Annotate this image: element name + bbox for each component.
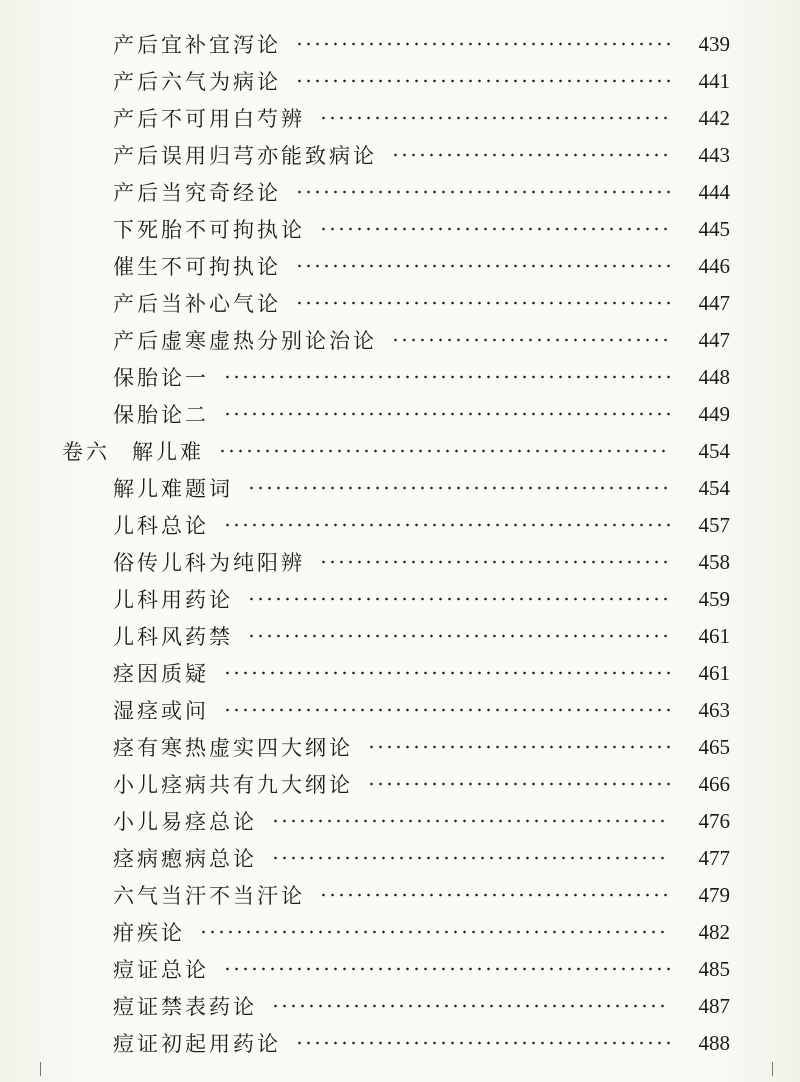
dot-leader	[271, 856, 670, 860]
dot-leader	[271, 1004, 670, 1008]
toc-entry	[113, 211, 730, 247]
toc-entry	[113, 322, 730, 358]
toc-entry-page: 439	[698, 31, 730, 56]
dot-leader	[223, 708, 670, 712]
toc-entry-title: 小儿痉病共有九大纲论	[113, 773, 353, 797]
dot-leader	[295, 301, 670, 305]
toc-entry-title: 小儿易痉总论	[113, 810, 257, 834]
toc-entry	[113, 803, 730, 839]
toc-entry-page: 476	[698, 808, 730, 833]
toc-entry-page: 459	[698, 586, 730, 611]
toc-entry-title: 痉有寒热虚实四大纲论	[113, 736, 353, 760]
toc-entry	[113, 26, 730, 62]
toc-entry-page: 457	[698, 512, 730, 537]
dot-leader	[367, 745, 670, 749]
toc-entry	[113, 766, 730, 802]
toc-entry	[113, 174, 730, 210]
toc-entry-page: 445	[698, 216, 730, 241]
toc-entry-title: 俗传儿科为纯阳辨	[113, 551, 305, 575]
dot-leader	[295, 190, 670, 194]
toc-entry-page: 465	[698, 734, 730, 759]
dot-leader	[223, 523, 670, 527]
crop-mark	[40, 1062, 41, 1076]
toc-entry-title: 儿科总论	[113, 514, 209, 538]
toc-entry-title: 产后不可用白芍辨	[113, 107, 305, 131]
toc-entry-title: 痘证初起用药论	[113, 1032, 281, 1056]
toc-entry-page: 485	[698, 956, 730, 981]
toc-entry-page: 444	[698, 179, 730, 204]
toc-entry-title: 保胎论二	[113, 403, 209, 427]
toc-entry	[113, 507, 730, 543]
toc-entry	[113, 100, 730, 136]
dot-leader	[247, 486, 670, 490]
toc-entry	[113, 877, 730, 913]
dot-leader	[319, 560, 670, 564]
toc-entry	[113, 63, 730, 99]
toc-entry-title: 痉因质疑	[113, 662, 209, 686]
toc-entry-title: 催生不可拘执论	[113, 255, 281, 279]
toc-entry	[113, 840, 730, 876]
toc-entry-page: 448	[698, 364, 730, 389]
toc-entry	[113, 988, 730, 1024]
toc-entry	[113, 581, 730, 617]
toc-entry-page: 466	[698, 771, 730, 796]
toc-entry	[113, 544, 730, 580]
toc-entry	[113, 285, 730, 321]
toc-entry-page: 442	[698, 105, 730, 130]
toc-entry	[113, 914, 730, 950]
toc-entry	[113, 951, 730, 987]
toc-entry-title: 儿科风药禁	[113, 625, 233, 649]
toc-entry	[113, 470, 730, 506]
toc-entry-page: 461	[698, 623, 730, 648]
toc-entry-page: 441	[698, 68, 730, 93]
dot-leader	[319, 227, 670, 231]
toc-entry-page: 447	[698, 327, 730, 352]
dot-leader	[271, 819, 670, 823]
toc-entry-page: 488	[698, 1030, 730, 1055]
crop-mark	[772, 1062, 773, 1076]
chapter-title: 解儿难	[132, 440, 204, 464]
toc-entry	[113, 359, 730, 395]
toc-entry-title: 产后虚寒虚热分别论治论	[113, 329, 377, 353]
toc-entry-page: 461	[698, 660, 730, 685]
dot-leader	[223, 375, 670, 379]
toc-entry-title: 下死胎不可拘执论	[113, 218, 305, 242]
toc-entry-title: 痉病瘛病总论	[113, 847, 257, 871]
toc-entry-page: 458	[698, 549, 730, 574]
dot-leader	[295, 264, 670, 268]
toc-chapter-heading	[62, 433, 730, 469]
dot-leader	[199, 930, 670, 934]
dot-leader	[295, 42, 670, 46]
toc-entry-page: 487	[698, 993, 730, 1018]
toc-entry-title: 痘证禁表药论	[113, 995, 257, 1019]
dot-leader	[247, 634, 670, 638]
toc-entry-page: 454	[698, 475, 730, 500]
toc-entry-title: 六气当汗不当汗论	[113, 884, 305, 908]
toc-entry-page: 479	[698, 882, 730, 907]
toc-entry	[113, 248, 730, 284]
toc-entry-title: 湿痉或问	[113, 699, 209, 723]
toc-entry-page: 446	[698, 253, 730, 278]
toc-entry-title: 保胎论一	[113, 366, 209, 390]
toc-entry-title: 产后当究奇经论	[113, 181, 281, 205]
toc-entry-title: 产后六气为病论	[113, 70, 281, 94]
toc-entry	[113, 729, 730, 765]
dot-leader	[391, 338, 670, 342]
toc-entry-title: 解儿难题词	[113, 477, 233, 501]
toc-entry-title: 痘证总论	[113, 958, 209, 982]
dot-leader	[319, 893, 670, 897]
toc-entry-page: 454	[698, 438, 730, 463]
dot-leader	[247, 597, 670, 601]
toc-entry-title: 产后当补心气论	[113, 292, 281, 316]
toc-entry	[113, 396, 730, 432]
toc-entry-title: 产后误用归芎亦能致病论	[113, 144, 377, 168]
toc-entry	[113, 655, 730, 691]
toc-entry-page: 443	[698, 142, 730, 167]
toc-entry	[113, 692, 730, 728]
chapter-number: 卷六	[62, 440, 110, 464]
dot-leader	[295, 79, 670, 83]
toc-entry-title: 疳疾论	[113, 921, 185, 945]
toc-entry-page: 463	[698, 697, 730, 722]
dot-leader	[391, 153, 670, 157]
toc-entry-title: 产后宜补宜泻论	[113, 33, 281, 57]
toc-entry-page: 482	[698, 919, 730, 944]
toc-entry-page: 449	[698, 401, 730, 426]
toc-entry	[113, 618, 730, 654]
dot-leader	[223, 671, 670, 675]
toc-entry-title: 儿科用药论	[113, 588, 233, 612]
toc-entry	[113, 137, 730, 173]
dot-leader	[223, 412, 670, 416]
dot-leader	[295, 1041, 670, 1045]
dot-leader	[223, 967, 670, 971]
toc-entry	[113, 1025, 730, 1061]
dot-leader	[218, 449, 670, 453]
toc-entry-page: 447	[698, 290, 730, 315]
dot-leader	[367, 782, 670, 786]
dot-leader	[319, 116, 670, 120]
toc-entry-page: 477	[698, 845, 730, 870]
